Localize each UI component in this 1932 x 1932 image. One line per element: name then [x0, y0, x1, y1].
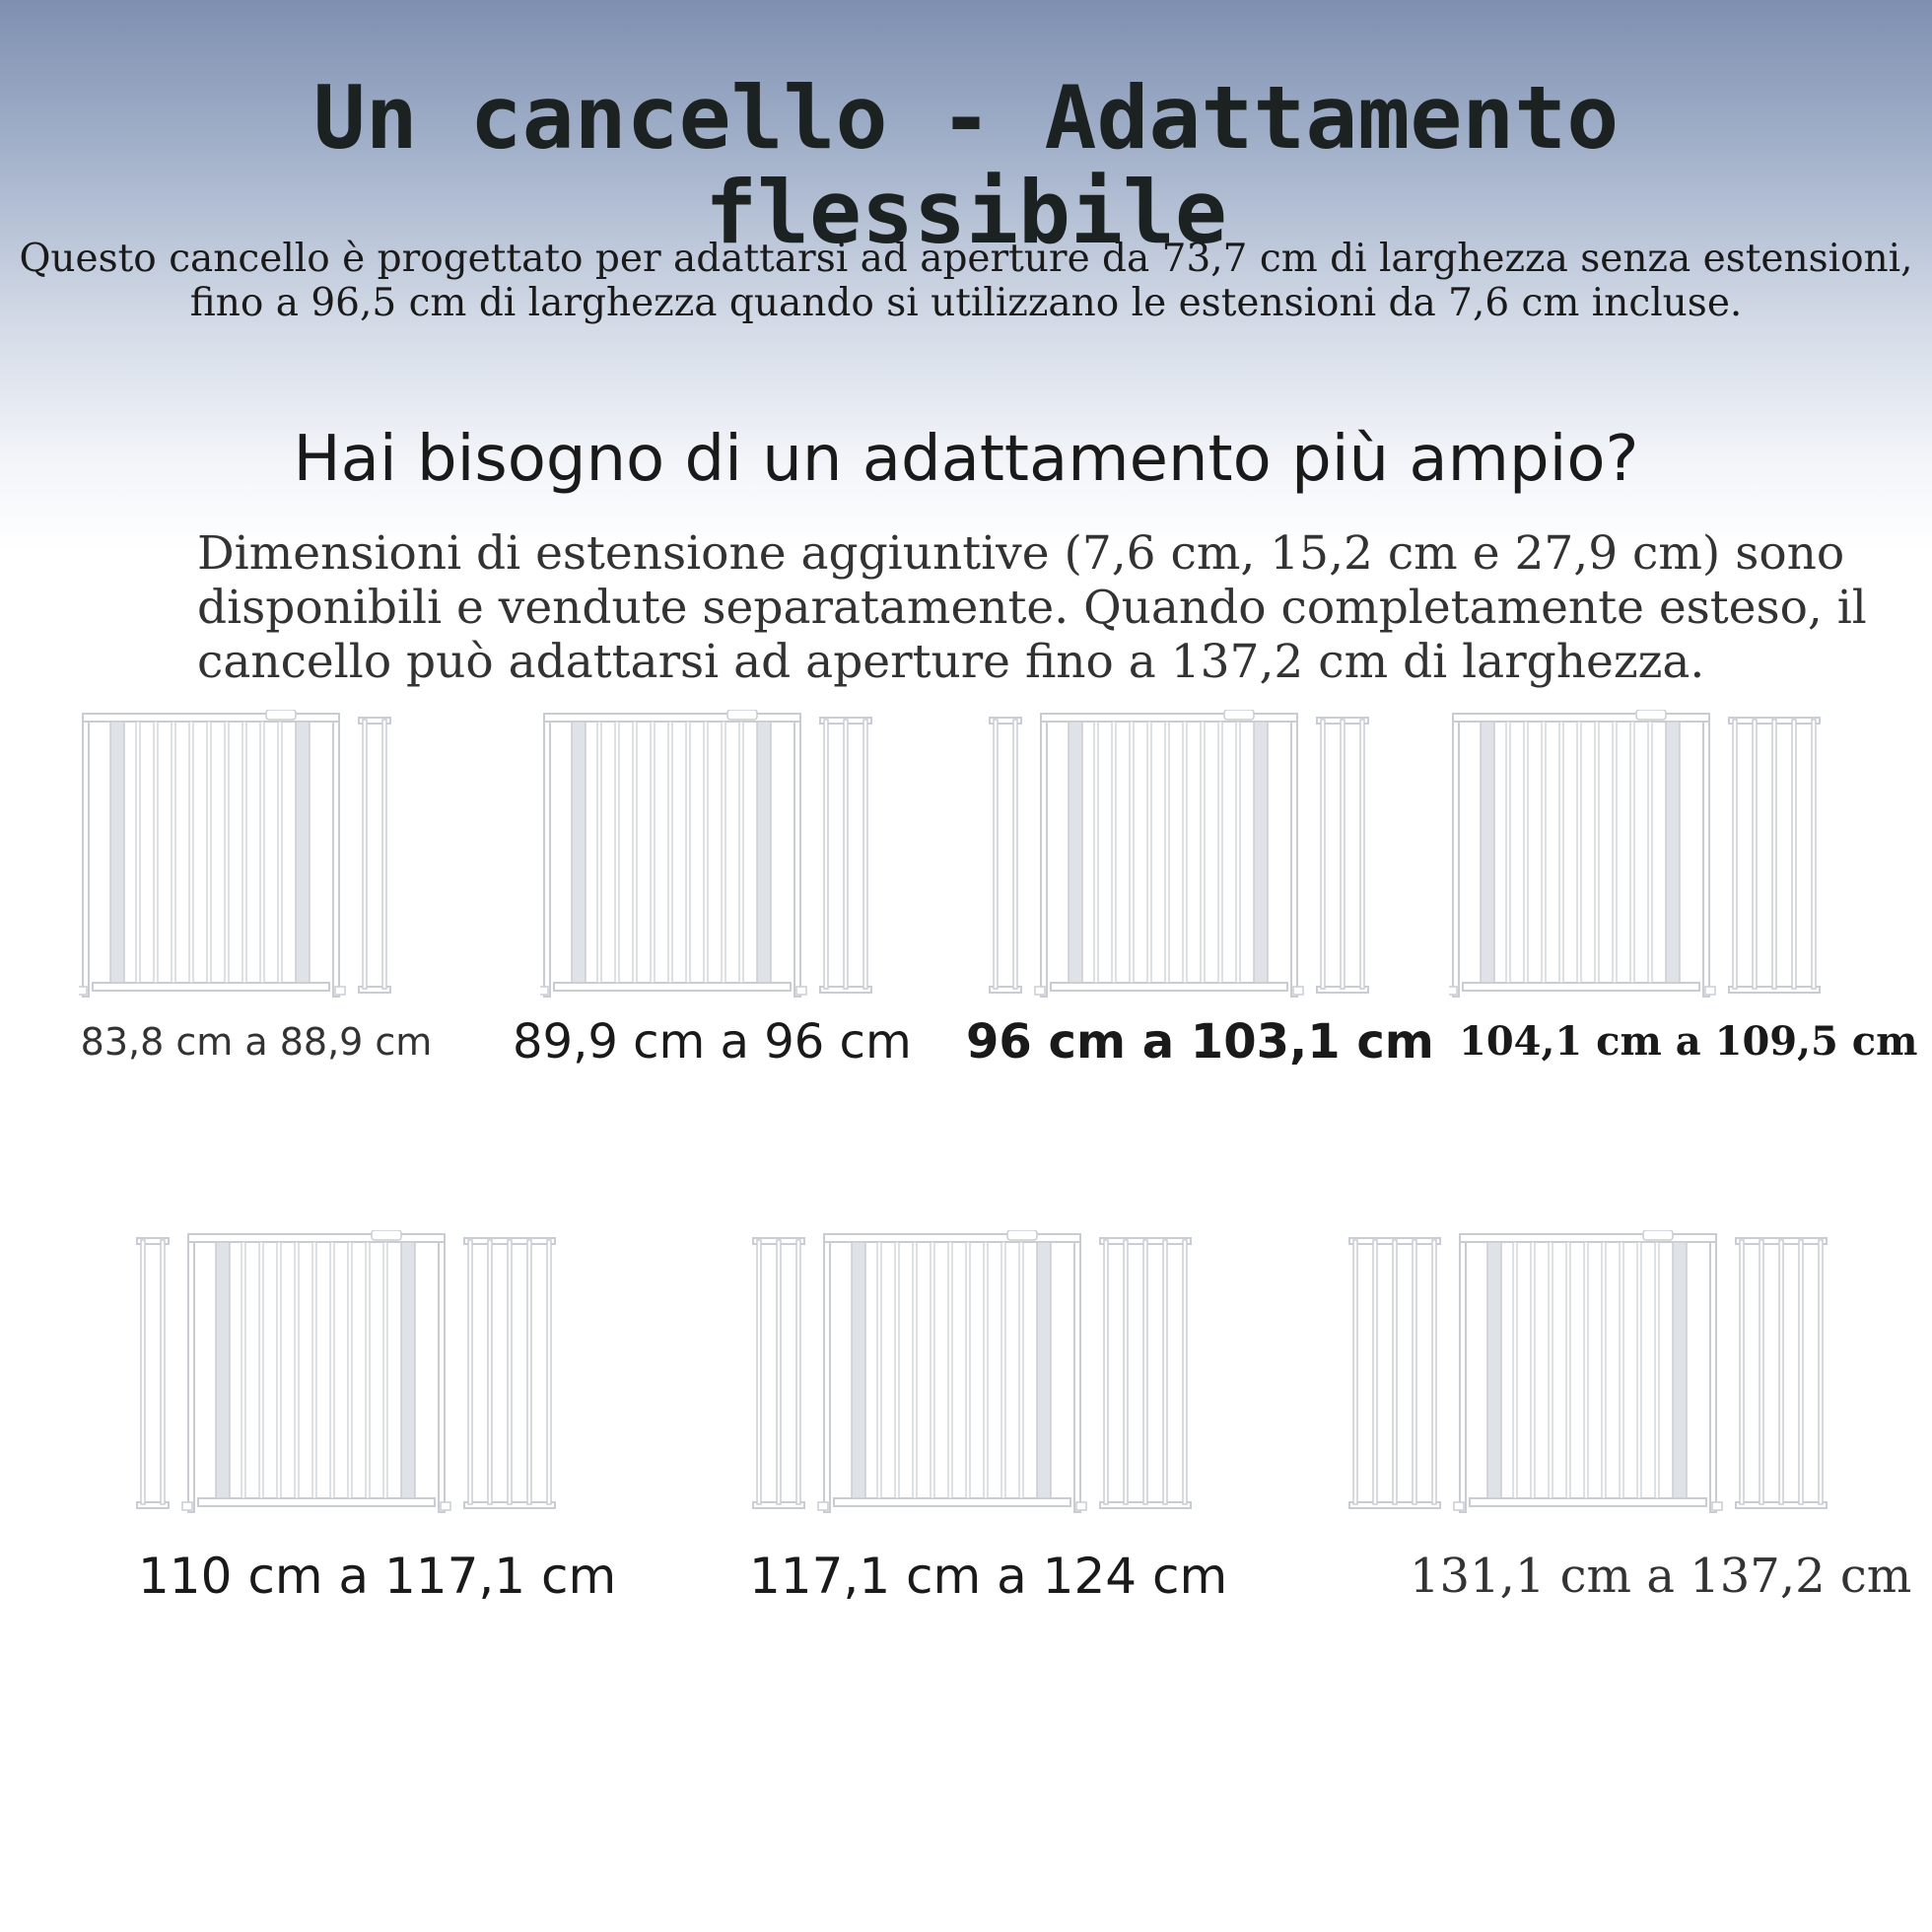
para-line-3: cancello può adattarsi ad aperture fino a 137,2 cm di larghezza.	[197, 635, 1705, 689]
gate-config-3-illustration	[986, 710, 1372, 1000]
left-extension-panel	[990, 718, 1021, 993]
intro-text	[0, 237, 1932, 325]
gate-config-2-label: 89,9 cm a 96 cm	[513, 1014, 912, 1070]
right-extension-panel	[1736, 1238, 1827, 1508]
main-gate-panel	[1454, 1230, 1722, 1512]
right-extension-panel	[464, 1238, 555, 1508]
gate-config-2-illustration	[540, 710, 875, 1000]
title-line-1: Un cancello - Adattamento	[312, 67, 1620, 169]
main-gate-panel	[540, 710, 806, 997]
right-extension-panel	[1729, 718, 1820, 993]
main-gate-panel	[182, 1230, 450, 1512]
gate-svg	[1449, 710, 1824, 1000]
right-extension-panel	[1317, 718, 1368, 993]
left-extension-panel	[1349, 1238, 1440, 1508]
para-line-2: disponibili e vendute separatamente. Quando completamente esteso, il	[197, 581, 1867, 635]
page-title	[0, 67, 1932, 263]
main-gate-panel	[79, 710, 345, 997]
gate-svg	[133, 1230, 559, 1516]
gate-svg	[79, 710, 394, 1000]
para-line-1: Dimensioni di estensione aggiuntive (7,6 cm, 15,2 cm e 27,9 cm) sono	[197, 526, 1845, 581]
left-extension-panel	[753, 1238, 804, 1508]
right-extension-panel	[820, 718, 871, 993]
intro-line-1: Questo cancello è progettato per adattarsi ad aperture da 73,7 cm di larghezza senza estensioni,	[19, 237, 1913, 281]
gate-config-4-illustration	[1449, 710, 1824, 1000]
right-extension-panel	[1100, 1238, 1191, 1508]
gate-svg	[540, 710, 875, 1000]
left-extension-panel	[137, 1238, 169, 1508]
gate-svg	[749, 1230, 1195, 1516]
gate-config-7-label: 131,1 cm a 137,2 cm	[1410, 1549, 1912, 1604]
main-gate-panel	[818, 1230, 1086, 1512]
gate-config-6-label: 117,1 cm a 124 cm	[749, 1548, 1228, 1605]
gate-config-3-label: 96 cm a 103,1 cm	[966, 1014, 1434, 1070]
title-line-2: flessibile	[705, 162, 1227, 263]
gate-config-5-illustration	[133, 1230, 559, 1516]
intro-line-2: fino a 96,5 cm di larghezza quando si utilizzano le estensioni da 7,6 cm incluse.	[189, 281, 1743, 325]
gate-svg	[1346, 1230, 1830, 1516]
main-gate-panel	[1035, 710, 1303, 997]
gate-config-4-label: 104,1 cm a 109,5 cm	[1459, 1018, 1918, 1065]
main-gate-panel	[1449, 710, 1715, 997]
gate-config-1-illustration	[79, 710, 394, 1000]
gate-svg	[986, 710, 1372, 1000]
gate-config-1-label: 83,8 cm a 88,9 cm	[80, 1020, 433, 1064]
section-heading: Hai bisogno di un adattamento più ampio?	[293, 423, 1639, 496]
extension-info-paragraph	[197, 526, 1912, 689]
right-extension-panel	[359, 718, 390, 993]
gate-config-6-illustration	[749, 1230, 1195, 1516]
gate-config-7-illustration	[1346, 1230, 1830, 1516]
gate-config-5-label: 110 cm a 117,1 cm	[138, 1548, 617, 1605]
